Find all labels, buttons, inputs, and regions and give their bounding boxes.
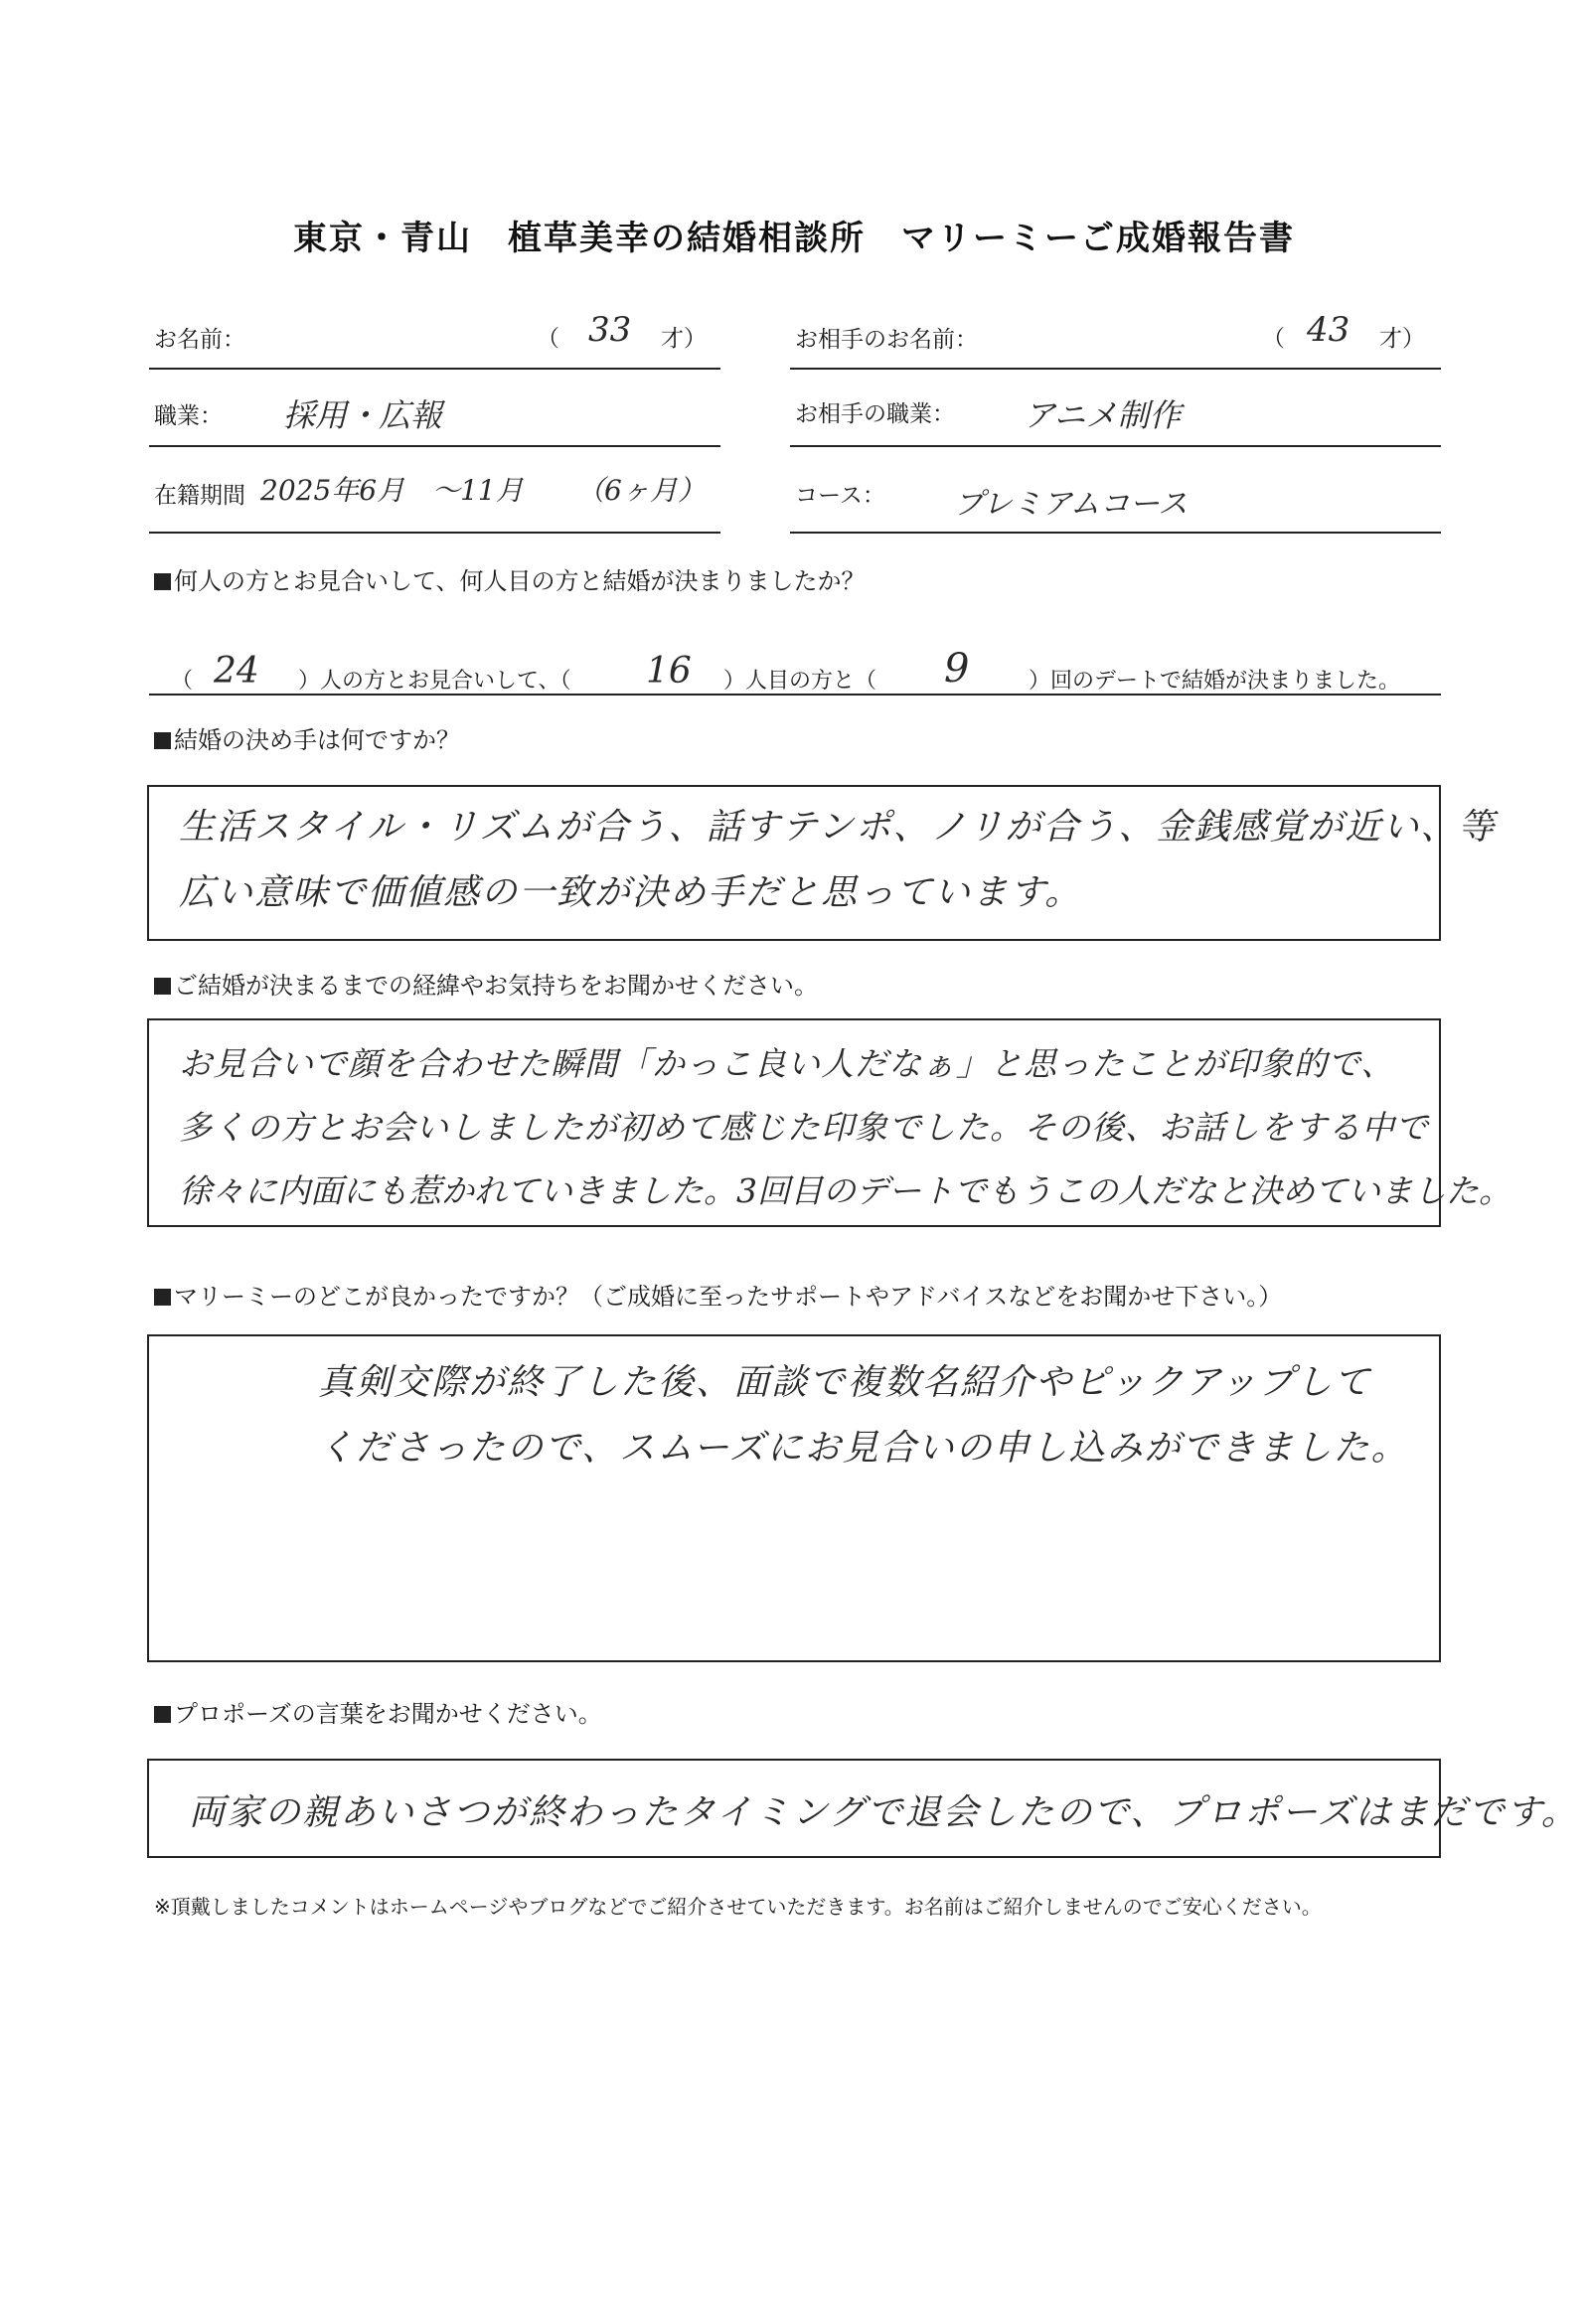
partner-age-open-paren: （ [1262,326,1285,352]
name-label: お名前： [154,327,245,353]
period-underline [149,532,720,534]
q5-answer-box [147,1759,1579,1858]
q3-answer-line-1: お見合いで顔を合わせた瞬間「かっこ良い人だなぁ」と思ったことが印象的で、 [179,1044,1395,1083]
partner-job-label: お相手の職業： [795,401,955,427]
job-underline [149,445,720,447]
q5-heading: プロポーズの言葉をお聞かせください。 [154,1694,602,1729]
course-label: コース： [795,483,885,509]
partner-age-value: 43 [1307,310,1350,350]
square-bullet-icon [154,732,171,749]
q5-answer-line-1: 両家の親あいさつが終わったタイミングで退会したので、プロポーズはまだです。 [189,1792,1579,1833]
q3-answer-line-2: 多くの方とお会いしましたが初めて感じた印象でした。その後、お話しをする中で [179,1108,1429,1147]
q3-heading: ご結婚が決まるまでの経緯やお気持ちをお聞かせください。 [154,966,818,1001]
q2-heading: 結婚の決め手は何ですか？ [154,720,460,755]
q1-text-2: ）人目の方と（ [723,669,877,694]
q4-answer-line-2: くださったので、スムーズにお見合いの申し込みができました。 [318,1428,1409,1469]
q1-heading: 何人の方とお見合いして、何人目の方と結婚が決まりましたか？ [154,561,866,596]
period-label: 在籍期間 [154,483,245,509]
q1-count-met: 24 [214,651,259,692]
partner-age-close-paren: 才） [1379,326,1425,352]
period-months: （6ヶ月） [576,474,706,507]
partner-job-underline [790,445,1441,447]
q2-answer-line-2: 広い意味で価値感の一致が決め手だと思っています。 [179,872,1083,913]
name-underline [149,368,720,370]
partner-job-value: アニメ制作 [1024,396,1182,434]
square-bullet-icon [154,573,171,590]
square-bullet-icon [154,1706,171,1723]
q4-answer-box [147,1334,1441,1662]
age-open-paren: （ [537,326,559,352]
q1-text-3: ）回のデートで結婚が決まりました。 [1029,669,1401,694]
period-value: 2025年6月 〜11月 [260,474,524,507]
q3-answer-box [147,1018,1511,1227]
course-value: プレミアムコース [954,487,1189,522]
square-bullet-icon [154,978,171,995]
q1-text-1: ）人の方とお見合いして、（ [298,669,571,694]
q4-answer-line-1: 真剣交際が終了した後、面談で複数名紹介やピックアップして [318,1362,1372,1403]
course-underline [790,532,1441,534]
partner-name-label: お相手のお名前： [795,327,978,353]
q1-count-dates: 9 [944,646,970,692]
q2-answer-line-1: 生活スタイル・リズムが合う、話すテンポ、ノリが合う、金銭感覚が近い、等 [179,807,1497,848]
q3-answer-line-3: 徐々に内面にも惹かれていきました。3回目のデートでもうこの人だなと決めていました。 [179,1171,1511,1210]
footer-note: ※頂戴しましたコメントはホームページやブログなどでご紹介させていただきます。お名前はご紹介しませんのでご安心ください。 [154,1895,1322,1919]
q4-heading: マリーミーのどこが良かったですか？（ご成婚に至ったサポートやアドバイスなどをお聞かせ下さい。） [154,1277,1282,1312]
q1-underline [149,694,1441,696]
job-label: 職業： [154,403,223,429]
q1-open-paren: （ [171,669,194,694]
age-value: 33 [588,310,632,350]
q2-answer-box [147,785,1497,941]
partner-name-underline [790,368,1441,370]
q1-count-nth: 16 [646,651,692,692]
job-value: 採用・広報 [283,396,443,434]
square-bullet-icon [154,1289,171,1306]
age-close-paren: 才） [661,326,707,352]
page-title: 東京・青山 植草美幸の結婚相談所 マリーミーご成婚報告書 [293,219,1295,258]
